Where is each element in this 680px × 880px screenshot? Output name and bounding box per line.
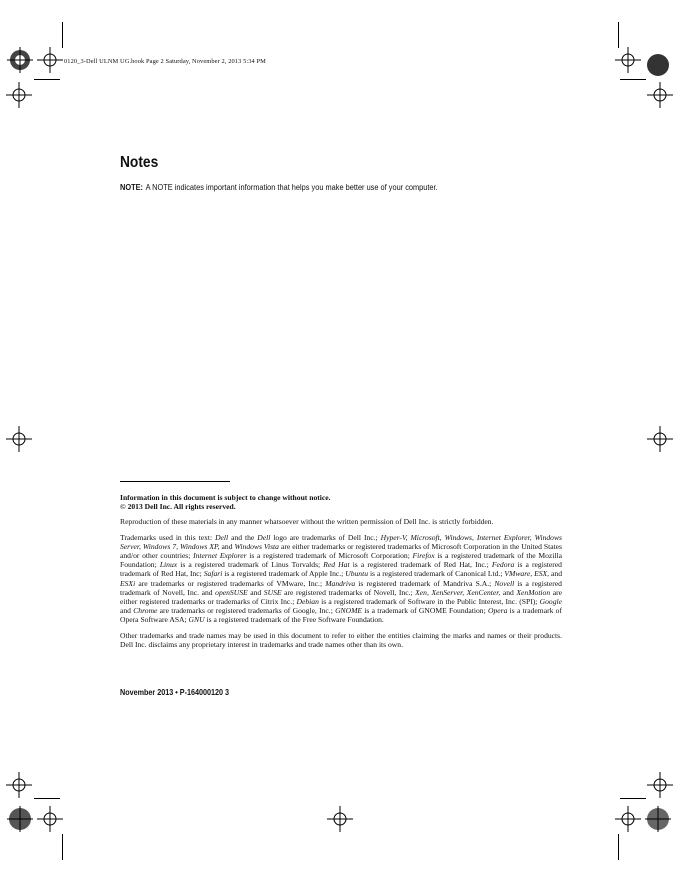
other-trademarks-notice: Other trademarks and trade names may be used in this document to refer to either the entities claiming the marks and names or their products. Dell Inc. disclaims any proprietary interest in trademarks and trade names other than its own.	[120, 630, 562, 649]
crop-mark	[620, 798, 646, 799]
crosshair-icon	[6, 426, 32, 452]
crop-mark	[34, 798, 60, 799]
crop-mark	[620, 79, 646, 80]
change-notice: Information in this document is subject to change without notice.	[120, 493, 331, 502]
crop-mark	[618, 834, 619, 860]
crosshair-icon	[647, 426, 673, 452]
crop-mark	[34, 79, 60, 80]
crosshair-icon	[615, 47, 641, 73]
crosshair-icon	[647, 82, 673, 108]
document-date-part-number: November 2013 • P-164000120 3	[120, 687, 230, 697]
crosshair-icon	[6, 772, 32, 798]
registration-target-icon	[7, 47, 33, 73]
crosshair-icon	[615, 806, 641, 832]
crosshair-icon	[37, 47, 63, 73]
crosshair-icon	[37, 806, 63, 832]
page-title: Notes	[120, 154, 159, 171]
divider	[120, 481, 230, 482]
reproduction-notice: Reproduction of these materials in any manner whatsoever without the written permission of Dell Inc. is strictly forbidden.	[120, 517, 494, 527]
crop-mark	[62, 22, 63, 48]
crop-mark	[62, 834, 63, 860]
legal-notice	[120, 493, 562, 649]
copyright: © 2013 Dell Inc. All rights reserved.	[120, 502, 236, 512]
registration-target-icon	[7, 806, 33, 832]
trademarks-paragraph: Trademarks used in this text: Dell and the Dell logo are trademarks of Dell Inc.; Hyper-V, Microsoft, Windows, Internet Explorer, Windows Server, Windows 7, Windows XP, and Windows Vista are either trademarks or registered trademarks of Microsoft Corporation in the United States and/or other countries; Internet Explorer is a registered trademark of Microsoft Corporation; Firefox is a registered trademark of the Mozilla Foundation; Linux is a registered trademark of Linus Torvalds; Red Hat is a registered trademark of Red Hat, Inc.; Fedora is a registered trademark of Red Hat, Inc; Safari is a registered trademark of Apple Inc.; Ubuntu is a registered trademark of Canonical Ltd.; VMware, ESX, and ESXi are trademarks or registered trademarks of VMware, Inc.; Mandriva is registered trademark of Mandriva S.A.; Novell is a registered trademark of Novell, Inc. and openSUSE and SUSE are registered trademarks of Novell, Inc.; Xen, XenServer, XenCenter, and XenMotion are either registered trademarks or trademarks of Citrix Inc.; Debian is a registered trademark of Software in the Public Interest, Inc. (SPI); Google and Chrome are trademarks or registered trademarks of Google, Inc.; GNOME is a trademark of GNOME Foundation; Opera is a trademark of Opera Software ASA; GNU is a registered trademark of the Free Software Foundation.	[120, 532, 563, 625]
crosshair-icon	[647, 772, 673, 798]
note-block	[120, 182, 438, 192]
crosshair-icon	[327, 806, 353, 832]
note-label: NOTE:	[120, 182, 143, 192]
print-slug-line: 0120_3-Dell ULNM UG.book Page 2 Saturday, November 2, 2013 5:34 PM	[64, 58, 266, 65]
registration-target-icon	[645, 52, 671, 78]
registration-target-icon	[645, 806, 671, 832]
crosshair-icon	[6, 82, 32, 108]
note-text: A NOTE indicates important information that helps you make better use of your computer.	[145, 182, 438, 192]
crop-mark	[618, 22, 619, 48]
